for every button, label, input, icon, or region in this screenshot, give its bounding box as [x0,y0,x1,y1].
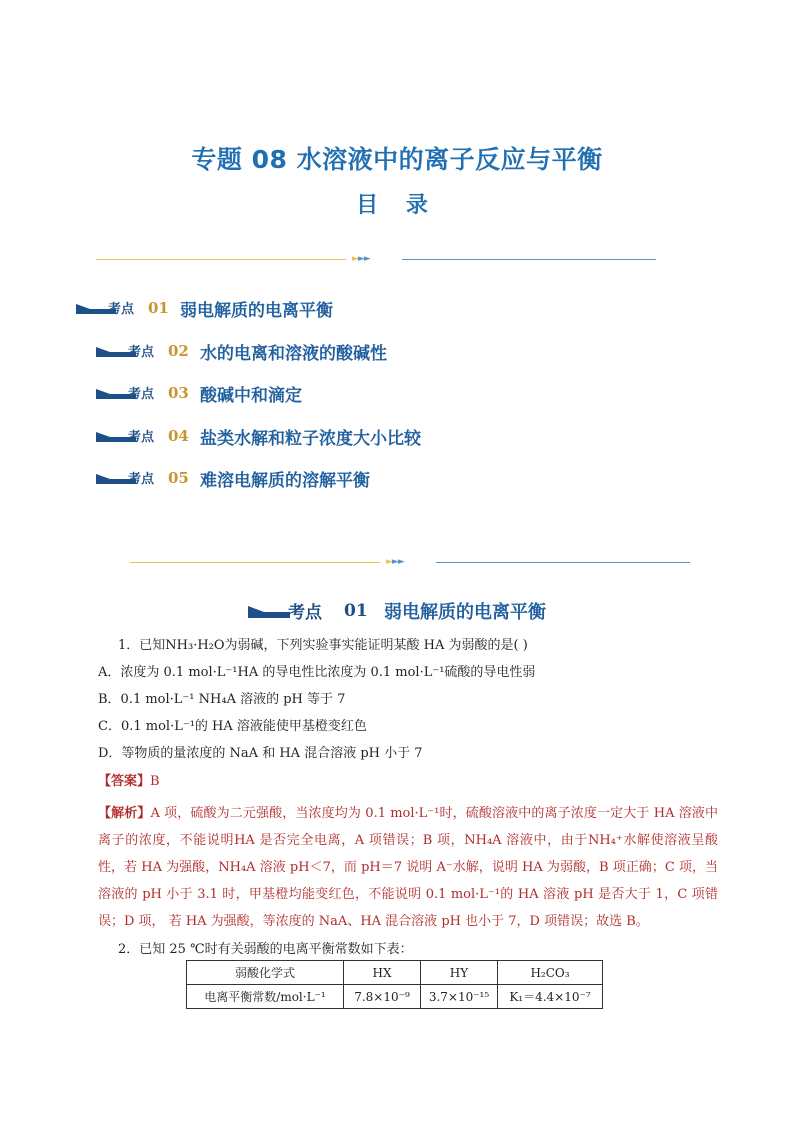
analysis-text: A 项，硫酸为二元强酸，当浓度均为 0.1 mol·L⁻¹时，硫酸溶液中的离子浓度一定大于 HA 溶液中离子的浓度，不能说明HA 是否完全电离，A 项错误；B 项，NH₄A 溶液中，由于NH₄⁺水解使溶液呈酸性，若 HA 为强酸，NH₄A 溶液 pH＜7，而 pH＝7 说明 A⁻水解，说明 HA 为弱酸，B 项正确；C 项，当溶液的 pH 小于 3.1 时，甲基橙均能变红色，不能说明 0.1 mol·L⁻¹的 HA 溶液 pH 是否大于 1，C 项错误；D 项， 若 HA 为强酸，等浓度的 NaA、HA 混合溶液 pH 也小于 7，D 项错误；故选 B。 [98,806,718,929]
toc-item-label: 酸碱中和滴定 [200,385,302,406]
section-heading [0,598,794,624]
toc-item-label: 水的电离和溶液的酸碱性 [200,343,387,364]
section-title: 弱电解质的电离平衡 [384,602,546,623]
toc-item-number: 02 [168,342,189,360]
table-cell: 3.7×10⁻¹⁵ [421,985,498,1009]
divider-bottom: ►►► [130,558,690,568]
answer-label: 【答案】 [98,774,151,789]
table-header-cell: 弱酸化学式 [187,961,344,985]
question-1-option-d: D．等物质的量浓度的 NaA 和 HA 混合溶液 pH 小于 7 [98,746,423,761]
table-cell: 电离平衡常数/mol·L⁻¹ [187,985,344,1009]
toc-item-number: 04 [168,427,189,445]
question-2-stem: 2．已知 25 ℃时有关弱酸的电离平衡常数如下表： [118,942,413,957]
table-cell: K₁＝4.4×10⁻⁷ [498,985,603,1009]
question-1-stem: 1．已知NH₃·H₂O为弱碱，下列实验事实能证明某酸 HA 为弱酸的是( ) [118,638,528,653]
toc-item-03[interactable] [96,381,302,405]
toc-item-02[interactable] [96,339,387,363]
toc-item-04[interactable] [96,424,421,448]
toc-badge: 考点 [96,343,164,359]
divider-top: ►►► [96,255,656,265]
question-1-option-c: C．0.1 mol·L⁻¹的 HA 溶液能使甲基橙变红色 [98,719,367,734]
table-row [187,985,603,1009]
toc-item-01[interactable] [76,296,333,320]
table-header-cell: H₂CO₃ [498,961,603,985]
toc-item-label: 弱电解质的电离平衡 [180,300,333,321]
toc-item-label: 盐类水解和粒子浓度大小比较 [200,428,421,449]
toc-badge: 考点 [96,428,164,444]
answer-value: B [150,774,160,789]
toc-badge: 考点 [96,385,164,401]
toc-badge: 考点 [76,300,144,316]
toc-heading: 目 录 [356,193,438,218]
toc-item-05[interactable] [96,466,370,490]
question-1-answer [98,768,160,795]
question-1-analysis [98,800,718,935]
question-1-option-a: A．浓度为 0.1 mol·L⁻¹HA 的导电性比浓度为 0.1 mol·L⁻¹硫酸的导电性弱 [98,665,536,680]
analysis-label: 【解析】 [98,806,151,821]
toc-item-label: 难溶电解质的溶解平衡 [200,470,370,491]
toc-item-number: 05 [168,469,189,487]
table-header-cell: HX [344,961,421,985]
question-1-option-b: B．0.1 mol·L⁻¹ NH₄A 溶液的 pH 等于 7 [98,692,346,707]
table-header-cell: HY [421,961,498,985]
section-number: 01 [344,601,368,621]
toc-item-number: 03 [168,384,189,402]
toc-item-number: 01 [148,299,169,317]
table-cell: 7.8×10⁻⁹ [344,985,421,1009]
page-title: 专题 08 水溶液中的离子反应与平衡 [191,145,603,174]
dissociation-constant-table [186,960,603,1009]
section-badge: 考点 [248,600,348,622]
toc-badge: 考点 [96,470,164,486]
table-row [187,961,603,985]
